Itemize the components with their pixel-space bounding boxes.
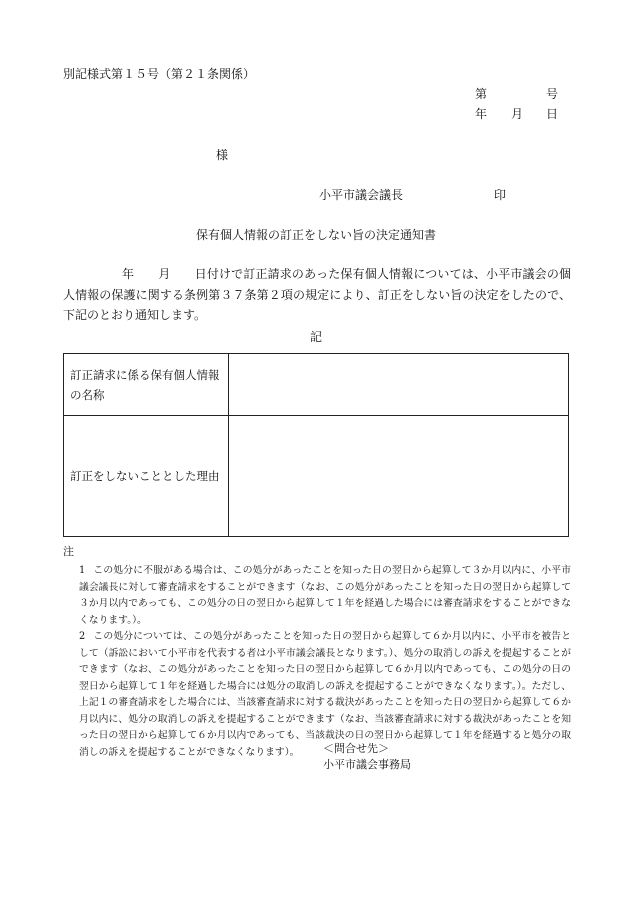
body-date-year: 年	[122, 267, 135, 281]
note-number: 2	[79, 631, 86, 642]
contact-label: ＜問合せ先＞	[323, 742, 389, 755]
date-year: 年	[475, 107, 488, 121]
table-value-name	[229, 354, 569, 416]
table-row	[64, 354, 569, 416]
table-label-reason: 訂正をしないこととした理由	[64, 416, 229, 537]
ki-heading: 記	[310, 330, 323, 344]
body-date-month: 月	[158, 267, 171, 281]
note-text: この処分に不服がある場合は、この処分があったことを知った日の翌日から起算して３か月以内に、小平市議会議長に対して審査請求をすることができます（なお、この処分があったことを知った日の翌日から起算して３か月以内であっても、この処分の日の翌日から起算して１年を経過した場合には審査請求をすることができなくなります。）。	[79, 565, 571, 626]
note-item	[79, 563, 571, 629]
date-month: 月	[511, 107, 524, 121]
document-title: 保有個人情報の訂正をしない旨の決定通知書	[196, 228, 437, 242]
table-label-name: 訂正請求に係る保有個人情報の名称	[64, 354, 229, 416]
body-paragraph	[63, 264, 571, 326]
issuer-name: 小平市議会議長	[319, 188, 404, 202]
table-value-reason	[229, 416, 569, 537]
doc-no-go: 号	[546, 87, 559, 101]
table-row	[64, 416, 569, 537]
addressee-suffix: 様	[216, 148, 229, 162]
date-day: 日	[546, 107, 559, 121]
detail-table	[63, 353, 569, 537]
notes-header: 注	[63, 545, 74, 558]
doc-no-dai: 第	[475, 87, 488, 101]
form-number: 別記様式第１５号（第２１条関係）	[63, 67, 256, 81]
issuer-seal: 印	[494, 188, 507, 202]
note-text: この処分については、この処分があったことを知った日の翌日から起算して６か月以内に、小平市を被告として（訴訟において小平市を代表する者は小平市議会議長となります。）、処分の取消しの訴えを提起することができます（なお、この処分があったことを知った日の翌日から起算して６か月以内であっても、この処分の日の翌日から起算して１年を経過した場合には処分の取消しの訴えを提起することができなくなります。）。ただし、上記１の審査請求をした場合には、当該審査請求に対する裁決があったことを知った日の翌日から起算して６か月以内に、処分の取消しの訴えを提起することができます（なお、当該審査請求に対する裁決があったことを知った日の翌日から起算して６か月以内であっても、当該裁決の日の翌日から起算して１年を経過すると処分の取消しの訴えを提起することができなくなります）。	[79, 631, 571, 758]
note-number: 1	[79, 565, 86, 576]
body-text: 日付けで訂正請求のあった保有個人情報については、小平市議会の個人情報の保護に関する条例第３７条第２項の規定により、訂正をしない旨の決定をしたので、下記のとおり通知します。	[63, 267, 571, 322]
contact-office: 小平市議会事務局	[323, 758, 411, 771]
